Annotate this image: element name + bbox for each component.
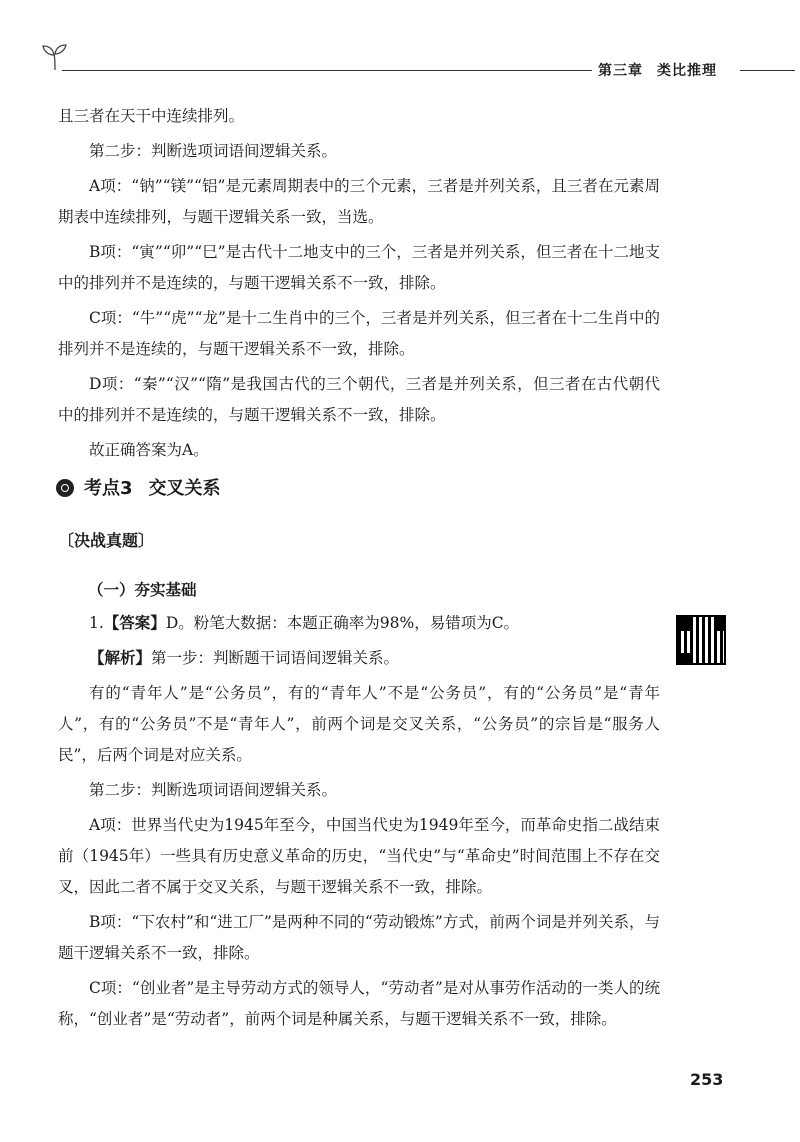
chapter-title: 类比推理: [657, 63, 717, 79]
section-bullet-icon: [56, 479, 74, 497]
analysis-line: [58, 643, 660, 674]
analysis-tag: 【解析】: [89, 649, 152, 667]
paragraph: A项：“钠”“镁”“铝”是元素周期表中的三个元素，三者是并列关系，且三者在元素周期表中连续排列，与题干逻辑关系一致，当选。: [58, 177, 660, 226]
header-rule-right: [740, 70, 795, 71]
question-number: 1.: [89, 614, 104, 632]
paragraph: 第二步：判断选项词语间逻辑关系。: [89, 781, 338, 799]
running-header: [598, 60, 731, 80]
top-text-block: [58, 101, 660, 470]
question-block: [58, 608, 660, 1039]
paragraph: 故正确答案为A。: [89, 441, 209, 459]
paragraph: C项：“牛”“虎”“龙”是十二生肖中的三个，三者是并列关系，但三者在十二生肖中的排列并不是连续的，与题干逻辑关系不一致，排除。: [58, 309, 660, 358]
answer-line: [58, 608, 660, 639]
chapter-label: 第三章: [598, 63, 643, 79]
section-title: 交叉关系: [148, 478, 221, 499]
paragraph: D项：“秦”“汉”“隋”是我国古代的三个朝代，三者是并列关系，但三者在古代朝代中的排列并不是连续的，与题干逻辑关系不一致，排除。: [58, 375, 660, 424]
section-label: 考点3: [84, 478, 133, 499]
subsection-heading: （一）夯实基础: [88, 581, 197, 599]
paragraph: B项：“下农村”和“进工厂”是两种不同的“劳动锻炼”方式，前两个词是并列关系，与题干逻辑关系不一致，排除。: [58, 913, 660, 962]
answer-text: D。粉笔大数据：本题正确率为98%，易错项为C。: [165, 614, 520, 632]
section-heading: [56, 474, 221, 500]
paragraph: A项：世界当代史为1945年至今，中国当代史为1949年至今，而革命史指二战结束前（1945年）一些具有历史意义革命的历史，“当代史”与“革命史”时间范围上不存在交叉，因此二者不属于交叉关系，与题干逻辑关系不一致，排除。: [58, 816, 660, 896]
paragraph: 第二步：判断选项词语间逻辑关系。: [89, 142, 338, 160]
exam-questions-heading: 〔决战真题〕: [58, 531, 155, 550]
analysis-text: 第一步：判断题干词语间逻辑关系。: [151, 649, 400, 667]
answer-tag: 【答案】: [103, 614, 166, 632]
paragraph: B项：“寅”“卯”“巳”是古代十二地支中的三个，三者是并列关系，但三者在十二地支中的排列并不是连续的，与题干逻辑关系不一致，排除。: [58, 243, 660, 292]
paragraph: 有的“青年人”是“公务员”，有的“青年人”不是“公务员”，有的“公务员”是“青年人”，有的“公务员”不是“青年人”，前两个词是交叉关系，“公务员”的宗旨是“服务人民”，后两个词是对应关系。: [58, 684, 660, 764]
paragraph: 且三者在天干中连续排列。: [58, 107, 245, 125]
page-number: 253: [690, 1070, 724, 1089]
header-rule: [62, 70, 592, 71]
sprout-logo-icon: [40, 42, 70, 72]
paragraph: C项：“创业者”是主导劳动方式的领导人，“劳动者”是对从事劳作活动的一类人的统称，“创业者”是“劳动者”，前两个词是种属关系，与题干逻辑关系不一致，排除。: [58, 979, 660, 1028]
qr-code-icon: [676, 615, 726, 665]
